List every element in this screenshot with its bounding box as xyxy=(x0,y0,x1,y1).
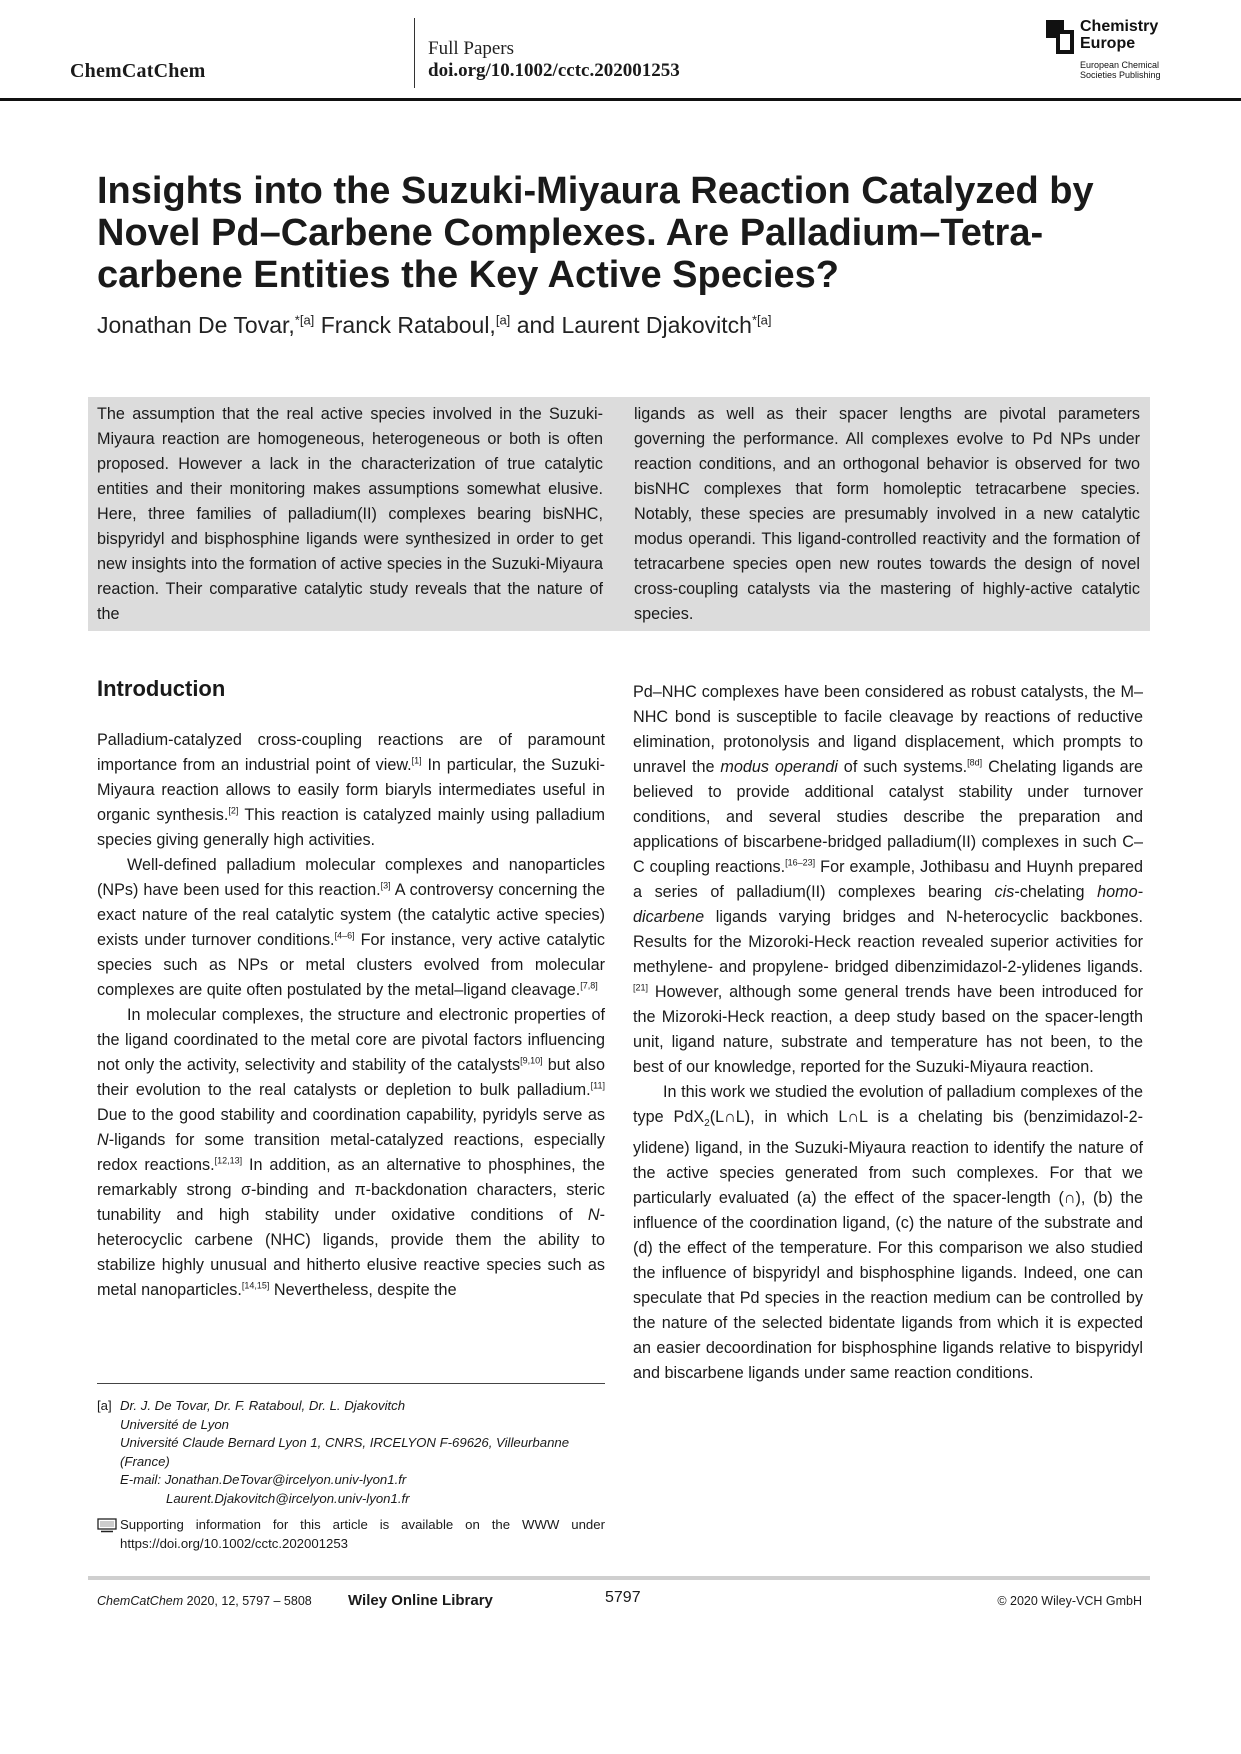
author-name: and Laurent Djakovitch xyxy=(516,312,752,338)
logo-sub-line1: European Chemical xyxy=(1080,60,1160,70)
page-number: 5797 xyxy=(605,1589,641,1606)
footnote-affiliation xyxy=(120,1397,569,1508)
wiley-online-library-link[interactable]: Wiley Online Library xyxy=(348,1592,493,1609)
journal-name: ChemCatChem xyxy=(70,60,206,82)
chemistry-europe-logo-icon xyxy=(1046,20,1076,54)
logo-name-line2: Europe xyxy=(1080,35,1136,52)
citation-ref[interactable]: [14,15] xyxy=(241,1280,270,1291)
author-name: Jonathan De Tovar, xyxy=(97,312,295,338)
title-line-2: Novel Pd–Carbene Complexes. Are Palladium–Tetra- xyxy=(97,212,1044,254)
article-doi-link[interactable]: doi.org/10.1002/cctc.202001253 xyxy=(428,60,680,81)
citation-ref[interactable]: [2] xyxy=(228,805,239,816)
footnote-rule xyxy=(97,1383,605,1384)
footnote-institution: Université de Lyon xyxy=(120,1416,229,1432)
header-separator xyxy=(414,18,415,88)
logo-sub-line2: Societies Publishing xyxy=(1080,70,1161,80)
chemistry-europe-logo xyxy=(1046,18,1176,88)
abstract-right-column: ligands as well as their spacer lengths are pivotal parameters governing the performance. All complexes evolve to Pd NPs under reaction conditions, and an orthogonal behavior is observed for two bisNHC complexes that form homoleptic tetracarbene species. Notably, these species are presumably involved in a new catalytic modus operandi. This ligand-controlled reactivity and the formation of tetracarbene species open new routes towards the design of novel cross-coupling catalysts via the mastering of highly-active catalytic species. xyxy=(634,405,1140,623)
title-line-1: Insights into the Suzuki-Miyaura Reaction Catalyzed by xyxy=(97,170,1094,212)
logo-subtitle xyxy=(1080,60,1161,80)
author-list xyxy=(97,312,771,339)
footer-volume-pages: 2020, 12, 5797 – 5808 xyxy=(183,1594,312,1608)
paragraph-4: Pd–NHC complexes have been considered as robust catalysts, the M–NHC bond is susceptible to facile cleavage by reactions of reductive elimination, protonolysis and ligand displacement, which prompts to unravel the modus operandi of such systems.[8d] Chelating ligands are believed to provide additional catalyst stability under turnover conditions, and several studies describe the preparation and applications of biscarbene-bridged palladium(II) complexes in such C–C coupling reactions.[16–23] For example, Jothibasu and Huynh prepared a series of palladium(II) complexes bearing cis-chelating homo-dicarbene ligands varying bridges and N-heterocyclic backbones. Results for the Mizoroki-Heck reaction revealed superior activities for methylene- and propylene- bridged dibenzimidazol-2-ylidenes ligands.[21] However, although some general trends have been introduced for the Mizoroki-Heck reaction, a deep study based on the spacer-length unit, ligand nature, substrate and temperature has not been, to the best of our knowledge, reported for the Suzuki-Miyaura reaction. xyxy=(633,683,1143,1076)
footnote-email-1[interactable]: E-mail: Jonathan.DeTovar@ircelyon.univ-lyon1.fr xyxy=(120,1472,407,1487)
computer-icon xyxy=(97,1518,117,1532)
article-title xyxy=(97,170,1097,296)
footnote-authors: Dr. J. De Tovar, Dr. F. Rataboul, Dr. L. Djakovitch xyxy=(120,1398,406,1413)
citation-ref[interactable]: [3] xyxy=(380,880,391,891)
citation-ref[interactable]: [11] xyxy=(590,1080,605,1091)
introduction-heading: Introduction xyxy=(97,676,226,701)
body-right-column xyxy=(633,680,1143,1386)
footer-rule xyxy=(88,1576,1150,1580)
citation-ref[interactable]: [8d] xyxy=(967,757,983,768)
citation-ref[interactable]: [4–6] xyxy=(334,930,355,941)
paragraph-5: In this work we studied the evolution of palladium complexes of the type PdX$_2$(L∩L), in which L∩L is a chelating bis (benzimidazol-2-ylidene) ligand, in the Suzuki-Miyaura reaction to identify the nature of the active species generated from such complexes. For that we particularly evaluated (a) the effect of the spacer-length (∩), (b) the influence of the coordination ligand, (c) the nature of the substrate and (d) the effect of the temperature. For this comparison we also studied the influence of bispyridyl and bisphosphine ligands. Indeed, one can speculate that Pd species in the reaction medium can be controlled by the nature of the selected bidentate ligands from which it is expected an easier decoordination for bisphosphine ligands relative to bispyridyl and biscarbene ligands under same reaction conditions. xyxy=(633,1083,1143,1383)
author-affiliation-mark: *[a] xyxy=(751,312,772,328)
footer-citation xyxy=(97,1594,312,1608)
paragraph-1: Palladium-catalyzed cross-coupling reactions are of paramount importance from an industrial point of view.[1] In particular, the Suzuki-Miyaura reaction allows to easily form biaryls intermediates useful in organic synthesis.[2] This reaction is catalyzed mainly using palladium species giving generally high activities. xyxy=(97,731,605,849)
footnote-country: (France) xyxy=(120,1453,170,1469)
footnote-email-2[interactable]: Laurent.Djakovitch@ircelyon.univ-lyon1.fr xyxy=(166,1490,410,1506)
abstract-left-column: The assumption that the real active species involved in the Suzuki-Miyaura reaction are homogeneous, heterogeneous or both is often proposed. However a lack in the characterization of true catalytic entities and their monitoring makes assumptions somewhat elusive. Here, three families of palladium(II) complexes bearing bisNHC, bispyridyl and bisphosphine ligands were synthesized in order to get new insights into the formation of active species in the Suzuki-Miyaura reaction. Their comparative catalytic study reveals that the nature of the xyxy=(97,405,603,623)
logo-name xyxy=(1080,18,1158,52)
citation-ref[interactable]: [12,13] xyxy=(214,1155,243,1166)
footnote-department: Université Claude Bernard Lyon 1, CNRS, IRCELYON F-69626, Villeurbanne xyxy=(120,1435,570,1450)
abstract-box xyxy=(88,397,1150,631)
footnote-label: [a] xyxy=(97,1398,112,1413)
header-rule xyxy=(0,98,1241,101)
body-left-column xyxy=(97,728,605,1303)
author-name: Franck Rataboul, xyxy=(320,312,496,338)
article-section: Full Papers xyxy=(428,38,515,59)
title-line-3: carbene Entities the Key Active Species? xyxy=(97,254,840,296)
paragraph-2: Well-defined palladium molecular complexes and nanoparticles (NPs) have been used for this reaction.[3] A controversy concerning the exact nature of the real catalytic system (the catalytic active species) exists under turnover conditions.[4–6] For instance, very active catalytic species such as NPs or metal clusters evolved from molecular complexes are quite often postulated by the metal–ligand cleavage.[7,8] xyxy=(97,856,606,999)
citation-ref[interactable]: [9,10] xyxy=(520,1055,543,1066)
citation-ref[interactable]: [16–23] xyxy=(785,857,816,868)
copyright-notice: © 2020 Wiley-VCH GmbH xyxy=(997,1594,1142,1608)
citation-ref[interactable]: [7,8] xyxy=(580,980,598,991)
paragraph-3: In molecular complexes, the structure and electronic properties of the ligand coordinated to the metal core are pivotal factors influencing not only the activity, selectivity and stability of the catalysts[9,10] but also their evolution to the real catalysts or depletion to bulk palladium.[11] Due to the good stability and coordination capability, pyridyls serve as N-ligands for some transition metal-catalyzed reactions, especially redox reactions.[12,13] In addition, as an alternative to phosphines, the remarkably strong σ-binding and π-backdonation characters, steric tunability and high stability under oxidative conditions of N- heterocyclic carbene (NHC) ligands, provide them the ability to stabilize highly unusual and hitherto elusive reactive species such as metal nanoparticles.[14,15] Nevertheless, despite the xyxy=(97,1006,605,1299)
logo-name-line1: Chemistry xyxy=(1080,18,1159,35)
author-affiliation-mark: [a] xyxy=(495,312,511,328)
footer-journal: ChemCatChem xyxy=(97,1594,184,1608)
citation-ref[interactable]: [21] xyxy=(633,982,649,993)
citation-ref[interactable]: [1] xyxy=(411,755,422,766)
supporting-info-text[interactable]: Supporting information for this article is available on the WWW under https://doi.org/10.1002/cctc.202001253 xyxy=(120,1517,605,1551)
author-affiliation-mark: *[a] xyxy=(294,312,315,328)
